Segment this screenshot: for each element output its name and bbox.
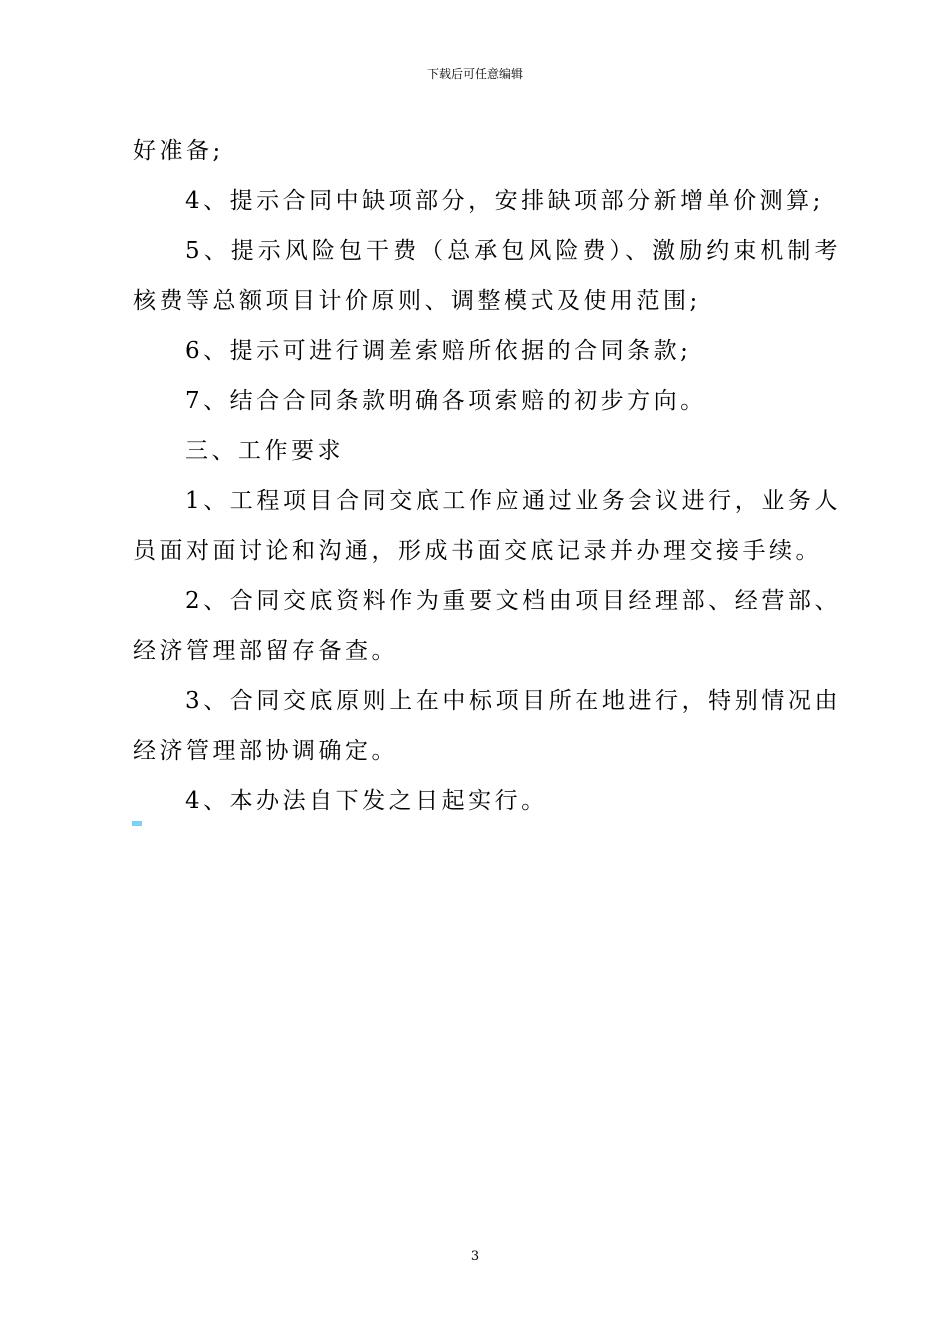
paragraph-requirement-4: 4、本办法自下发之日起实行。	[185, 788, 548, 814]
text-cursor-marker	[132, 821, 142, 826]
section-heading-work-requirements: 三、工作要求	[185, 438, 344, 464]
paragraph-requirement-3: 3、合同交底原则上在中标项目所在地进行，特别情况由经济管理部协调确定。	[133, 688, 841, 764]
header-note: 下载后可任意编辑	[426, 67, 523, 81]
paragraph-requirement-1: 1、工程项目合同交底工作应通过业务会议进行，业务人员面对面讨论和沟通，形成书面交底记录并办理交接手续。	[133, 488, 841, 564]
paragraph-item-4: 4、提示合同中缺项部分，安排缺项部分新增单价测算;	[185, 188, 824, 214]
paragraph-continuation: 好准备;	[133, 138, 224, 164]
paragraph-item-5: 5、提示风险包干费（总承包风险费）、激励约束机制考核费等总额项目计价原则、调整模式及使用范围;	[133, 238, 841, 314]
paragraph-requirement-2: 2、合同交底资料作为重要文档由项目经理部、经营部、经济管理部留存备查。	[133, 588, 841, 664]
document-body	[133, 126, 841, 826]
paragraph-item-6: 6、提示可进行调差索赔所依据的合同条款;	[185, 338, 692, 364]
page-number: 3	[470, 1249, 480, 1264]
paragraph-item-7: 7、结合合同条款明确各项索赔的初步方向。	[185, 388, 707, 414]
